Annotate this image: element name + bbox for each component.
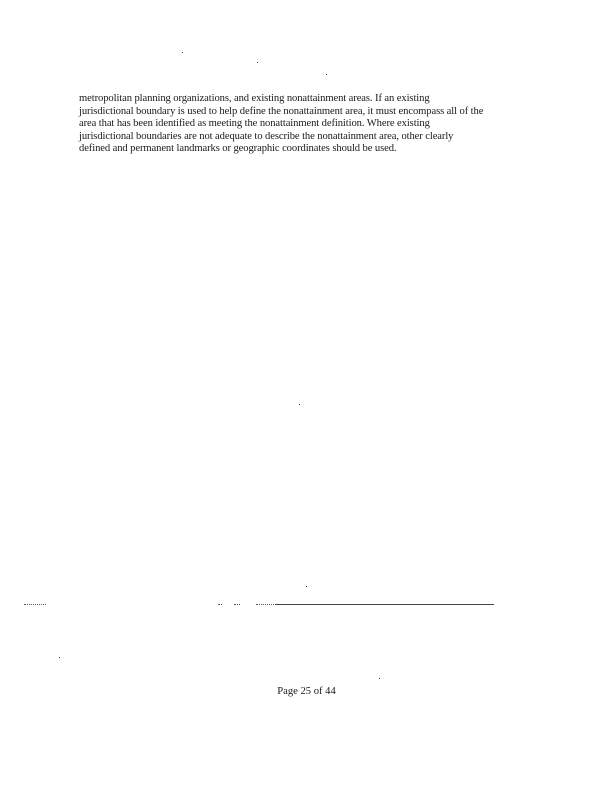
paragraph-line: jurisdictional boundaries are not adequate to describe the nonattainment area, other clearly xyxy=(79,130,454,142)
scan-speck xyxy=(379,678,380,679)
scan-speck xyxy=(257,62,258,63)
paragraph-line: area that has been identified as meeting the nonattainment definition. Where existing xyxy=(79,118,430,130)
scan-rule-fragment xyxy=(234,604,240,606)
scan-rule-line xyxy=(276,604,494,606)
scan-speck xyxy=(306,586,307,587)
paragraph-line: defined and permanent landmarks or geographic coordinates should be used. xyxy=(79,143,397,155)
body-paragraph xyxy=(79,93,529,156)
scan-speck xyxy=(182,52,183,53)
scan-rule-fragment xyxy=(218,604,222,606)
paragraph-line: jurisdictional boundary is used to help define the nonattainment area, it must encompass all of the xyxy=(79,105,484,117)
paragraph-line: metropolitan planning organizations, and existing nonattainment areas. If an existing xyxy=(79,93,430,104)
scan-speck xyxy=(59,657,60,658)
page-number: Page 25 of 44 xyxy=(277,686,336,697)
scan-speck xyxy=(299,404,300,405)
scan-rule-fragment xyxy=(24,604,46,606)
scan-speck xyxy=(326,74,327,75)
scan-rule-fragment xyxy=(256,604,276,606)
